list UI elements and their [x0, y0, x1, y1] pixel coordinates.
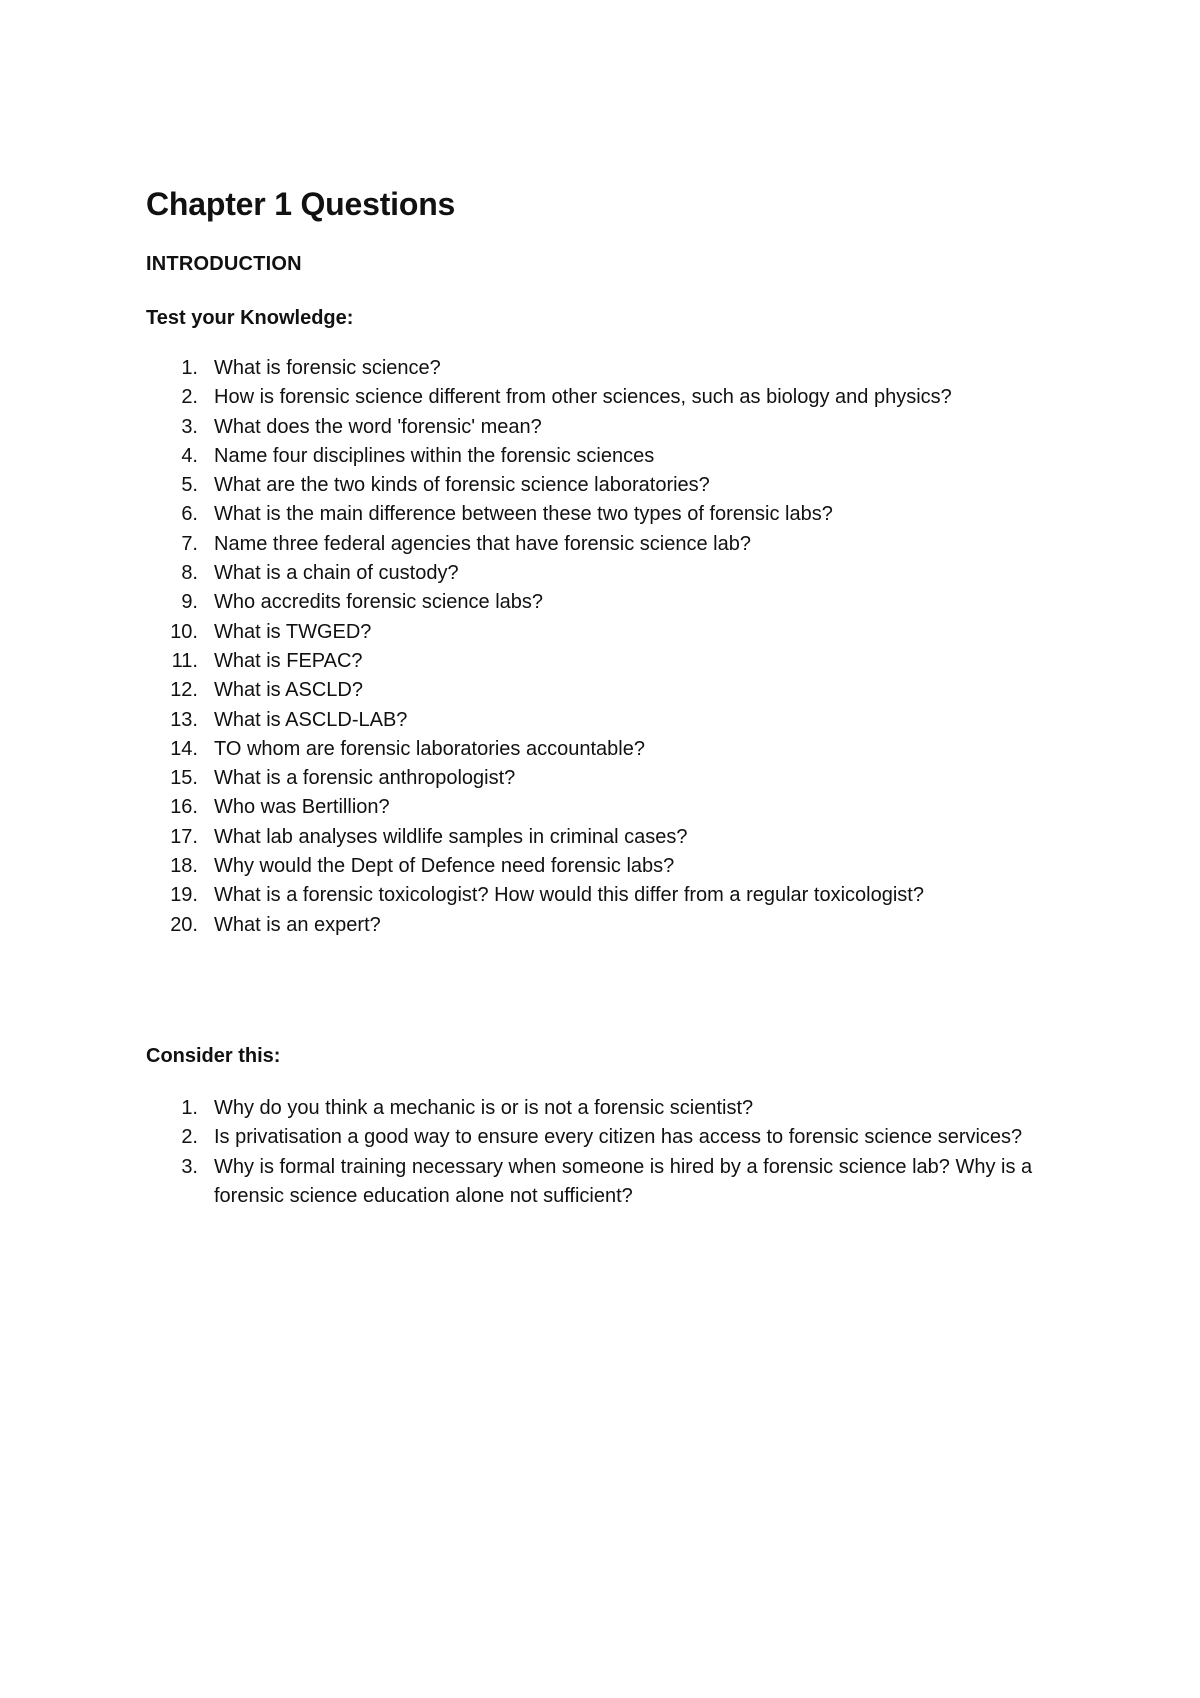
- list-item: [146, 1153, 1106, 1212]
- item-number: 7.: [181, 532, 198, 555]
- list-item: [146, 706, 1106, 735]
- item-text: What does the word 'forensic' mean?: [214, 415, 542, 438]
- item-text: What is TWGED?: [214, 620, 372, 643]
- item-number: 12.: [170, 679, 198, 702]
- item-text: What is forensic science?: [214, 357, 441, 379]
- item-number: 18.: [170, 855, 198, 878]
- list-item: [146, 911, 1106, 940]
- consider-this-list: [146, 1094, 1106, 1211]
- item-number: 5.: [181, 474, 198, 497]
- list-item: [146, 823, 1106, 852]
- list-item: [146, 647, 1106, 676]
- list-item: [146, 530, 1106, 559]
- item-text: What is a chain of custody?: [214, 562, 459, 585]
- list-item: [146, 852, 1106, 881]
- item-number: 15.: [170, 767, 198, 790]
- list-item: [146, 793, 1106, 822]
- item-text: Who was Bertillion?: [214, 796, 390, 819]
- item-text: What lab analyses wildlife samples in criminal cases?: [214, 825, 688, 848]
- item-text: What is FEPAC?: [214, 649, 363, 672]
- item-text: TO whom are forensic laboratories accountable?: [214, 737, 645, 760]
- item-number: 6.: [181, 503, 198, 526]
- introduction-heading: INTRODUCTION: [146, 253, 302, 275]
- item-number: 17.: [170, 825, 198, 848]
- item-number: 11.: [171, 649, 198, 672]
- list-item: [146, 618, 1106, 647]
- item-text: What is an expert?: [214, 913, 381, 936]
- item-number: 3.: [181, 415, 198, 438]
- item-number: 13.: [170, 708, 198, 731]
- consider-this-heading: Consider this:: [146, 1045, 281, 1067]
- item-text: What is the main difference between these two types of forensic labs?: [214, 503, 833, 526]
- item-number: 1.: [181, 1097, 198, 1119]
- list-item: [146, 559, 1106, 588]
- list-item: [146, 442, 1106, 471]
- item-text: How is forensic science different from other sciences, such as biology and physics?: [214, 386, 952, 409]
- item-text: What is ASCLD?: [214, 679, 363, 702]
- item-text: Why do you think a mechanic is or is not a forensic scientist?: [214, 1097, 754, 1119]
- item-number: 2.: [181, 386, 198, 409]
- test-your-knowledge-heading: Test your Knowledge:: [146, 307, 354, 329]
- item-text: What is a forensic toxicologist? How would this differ from a regular toxicologist?: [214, 884, 924, 907]
- list-item: [146, 1123, 1106, 1152]
- list-item: [146, 413, 1106, 442]
- item-number: 2.: [181, 1126, 198, 1149]
- list-item: [146, 764, 1106, 793]
- item-text: Name three federal agencies that have forensic science lab?: [214, 532, 751, 555]
- item-number: 16.: [170, 796, 198, 819]
- item-number: 20.: [170, 913, 198, 936]
- item-text: What is a forensic anthropologist?: [214, 767, 516, 790]
- list-item: [146, 354, 1106, 383]
- item-number: 4.: [181, 444, 198, 467]
- page-title: Chapter 1 Questions: [146, 186, 456, 222]
- list-item: [146, 471, 1106, 500]
- item-text: Who accredits forensic science labs?: [214, 591, 544, 614]
- item-number: 14.: [170, 737, 198, 760]
- list-item: [146, 383, 1106, 412]
- item-number: 9.: [181, 591, 198, 614]
- item-number: 19.: [170, 884, 198, 907]
- list-item: [146, 881, 1106, 910]
- list-item: [146, 1094, 1106, 1123]
- item-number: 3.: [181, 1155, 198, 1178]
- list-item: [146, 735, 1106, 764]
- item-number: 8.: [181, 562, 198, 585]
- list-item: [146, 500, 1106, 529]
- item-text: Why is formal training necessary when someone is hired by a forensic science lab? Why is a forensic science education alone not sufficient?: [214, 1155, 1033, 1207]
- item-number: 1.: [181, 357, 198, 379]
- list-item: [146, 676, 1106, 705]
- item-text: What are the two kinds of forensic science laboratories?: [214, 474, 710, 497]
- list-item: [146, 588, 1106, 617]
- item-text: Is privatisation a good way to ensure every citizen has access to forensic science services?: [214, 1126, 1023, 1149]
- test-your-knowledge-list: [146, 354, 1106, 940]
- item-text: Why would the Dept of Defence need forensic labs?: [214, 855, 675, 878]
- item-number: 10.: [170, 620, 198, 643]
- item-text: What is ASCLD-LAB?: [214, 708, 408, 731]
- item-text: Name four disciplines within the forensic sciences: [214, 444, 655, 467]
